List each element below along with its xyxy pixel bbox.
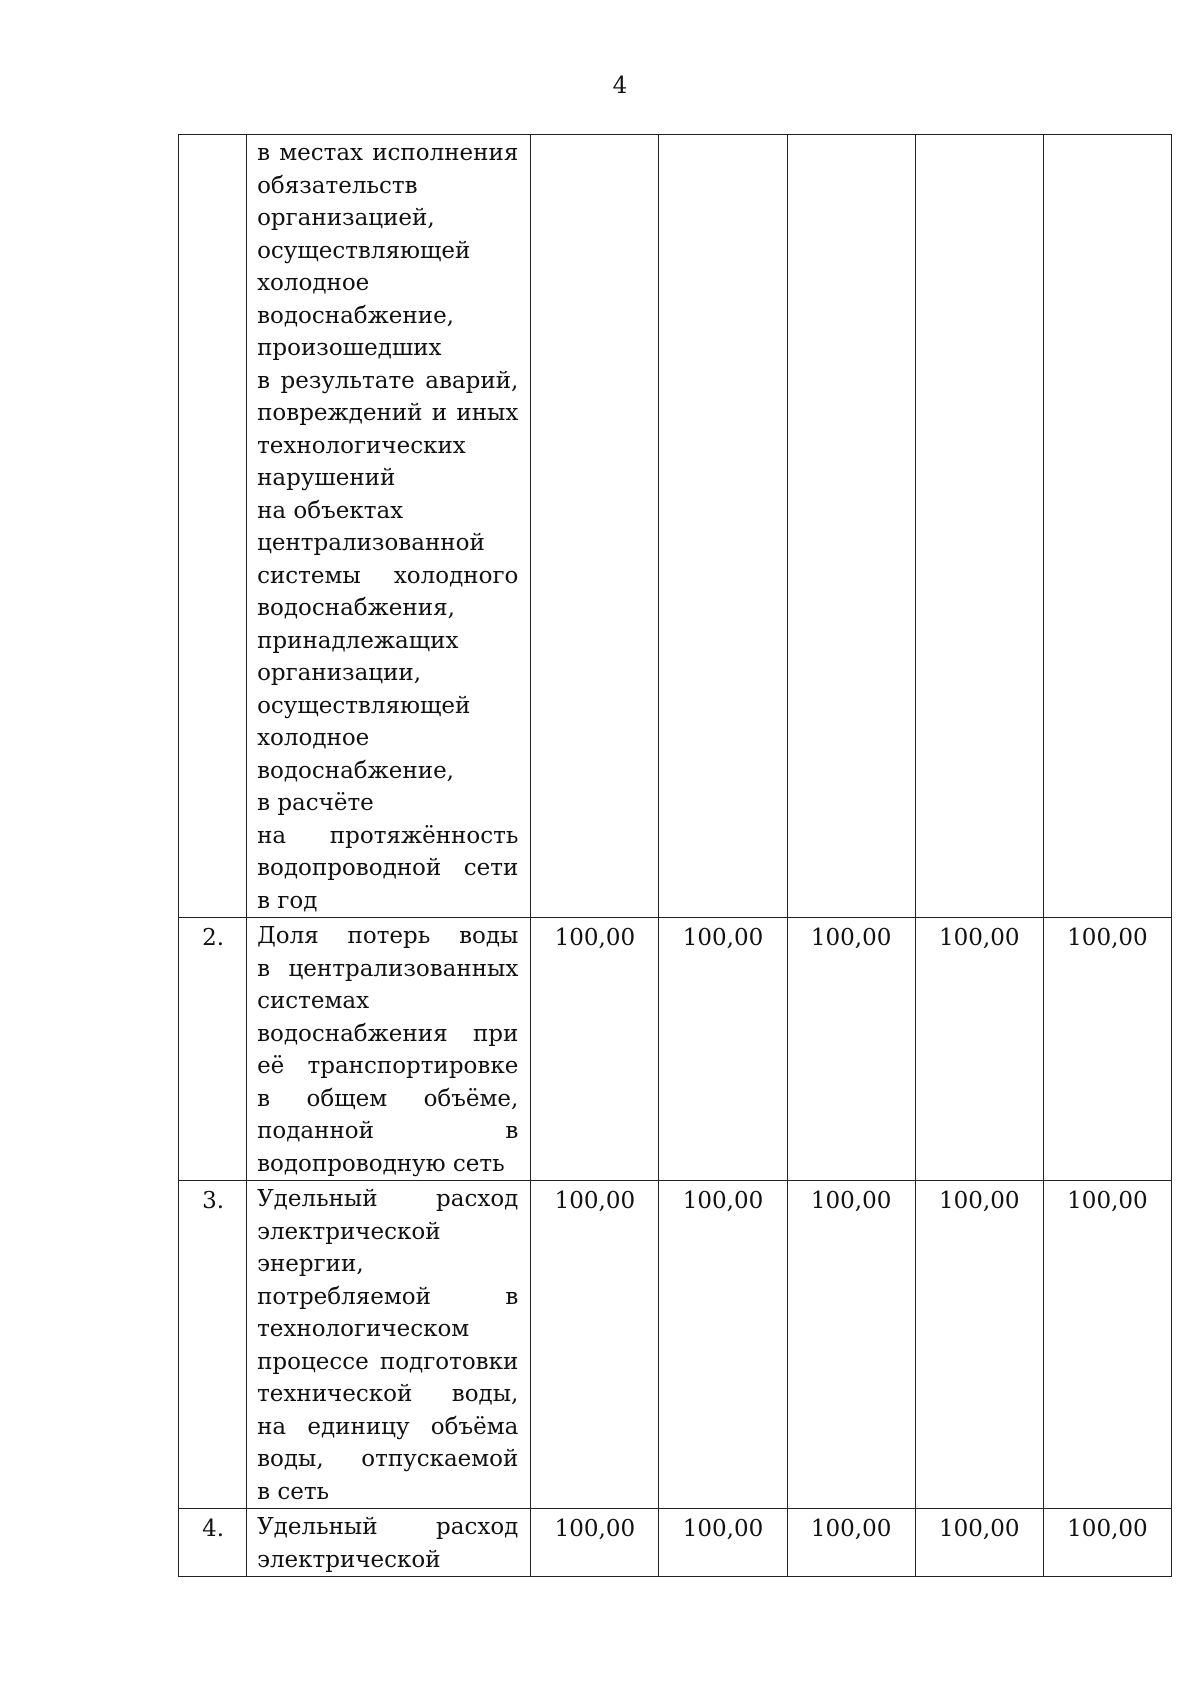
table-row	[179, 135, 1172, 918]
indicator-name-line: водопроводной сети	[257, 855, 519, 881]
row-number	[179, 135, 247, 918]
value-cell: 100,00	[531, 1181, 659, 1509]
indicator-name-line: централизованной	[257, 530, 485, 556]
indicator-name-line: энергии,	[257, 1251, 364, 1277]
indicator-name-line: в централизованных	[257, 955, 519, 982]
table-row	[179, 1181, 1172, 1509]
value-cell: 100,00	[1043, 918, 1171, 1181]
indicator-name-line: электрической	[257, 1218, 441, 1245]
indicator-name	[247, 135, 531, 918]
indicator-name-line: процессе подготовки	[257, 1348, 519, 1375]
indicator-name-line: системах	[257, 988, 370, 1014]
indicator-name-line: осуществляющей	[257, 237, 471, 264]
indicator-name-line: обязательств	[257, 172, 418, 199]
indicator-name-line: воды, отпускаемой	[257, 1446, 519, 1472]
table-row	[179, 918, 1172, 1181]
indicator-name-line: Удельный расход	[257, 1186, 519, 1212]
row-number: 2.	[179, 918, 247, 1181]
value-cell: 100,00	[659, 918, 787, 1181]
value-cell: 100,00	[659, 1509, 787, 1577]
indicator-name-line: в местах исполнения	[257, 140, 519, 166]
value-cell: 100,00	[787, 918, 915, 1181]
indicator-name-line: повреждений и иных	[257, 400, 519, 426]
value-cell: 100,00	[1043, 1509, 1171, 1577]
indicator-name-line: электрической	[257, 1546, 441, 1573]
value-cell: 100,00	[531, 1509, 659, 1577]
indicator-name	[247, 1181, 531, 1509]
indicator-name-line: в общем объёме,	[257, 1085, 519, 1112]
value-cell: 100,00	[531, 918, 659, 1181]
indicator-name-line: системы холодного	[257, 562, 519, 589]
value-cell: 100,00	[787, 1181, 915, 1509]
indicator-name-line: нарушений	[257, 465, 396, 491]
indicator-name-line: в результате аварий,	[257, 367, 519, 394]
row-number: 4.	[179, 1509, 247, 1577]
value-cell: 100,00	[787, 1509, 915, 1577]
indicator-name-line: холодное	[257, 725, 370, 751]
indicator-name-line: произошедших	[257, 335, 442, 361]
value-cell	[659, 135, 787, 918]
indicator-name-line: водоснабжения,	[257, 595, 455, 621]
value-cell	[787, 135, 915, 918]
indicator-name-line: в год	[257, 887, 318, 914]
indicator-name-line: организации,	[257, 660, 422, 686]
value-cell	[531, 135, 659, 918]
indicator-name-line: холодное	[257, 270, 370, 296]
indicator-name-line: водопроводную сеть	[257, 1150, 505, 1177]
indicator-name-line: принадлежащих	[257, 627, 459, 654]
value-cell	[1043, 135, 1171, 918]
indicator-name	[247, 918, 531, 1181]
indicator-name-line: Удельный расход	[257, 1514, 519, 1540]
value-cell: 100,00	[915, 1509, 1043, 1577]
indicator-name-line: в расчёте	[257, 790, 374, 816]
table-row	[179, 1509, 1172, 1577]
indicator-name-line: на объектах	[257, 497, 404, 524]
indicator-name-line: потребляемой в	[257, 1283, 519, 1310]
indicator-name-line: организацией,	[257, 205, 435, 231]
value-cell: 100,00	[915, 1181, 1043, 1509]
table-body	[179, 135, 1172, 1577]
value-cell: 100,00	[915, 918, 1043, 1181]
row-number: 3.	[179, 1181, 247, 1509]
indicators-table	[178, 134, 1172, 1577]
value-cell: 100,00	[1043, 1181, 1171, 1509]
indicator-name-line: технической воды,	[257, 1381, 519, 1407]
indicator-name-line: водоснабжения при	[257, 1020, 519, 1047]
indicator-name-line: Доля потерь воды	[257, 923, 519, 949]
indicator-name-line: её транспортировке	[257, 1053, 519, 1079]
page-number: 4	[612, 73, 628, 99]
indicator-name-line: поданной в	[257, 1118, 519, 1144]
indicator-name-line: осуществляющей	[257, 692, 471, 719]
indicator-name-line: в сеть	[257, 1478, 330, 1505]
indicator-name-line: на протяжённость	[257, 822, 519, 849]
indicator-name-line: на единицу объёма	[257, 1413, 519, 1440]
indicator-name	[247, 1509, 531, 1577]
indicator-name-line: водоснабжение,	[257, 757, 454, 784]
value-cell: 100,00	[659, 1181, 787, 1509]
indicator-name-line: технологическом	[257, 1316, 470, 1342]
value-cell	[915, 135, 1043, 918]
indicator-name-line: водоснабжение,	[257, 302, 454, 329]
indicator-name-line: технологических	[257, 432, 466, 459]
